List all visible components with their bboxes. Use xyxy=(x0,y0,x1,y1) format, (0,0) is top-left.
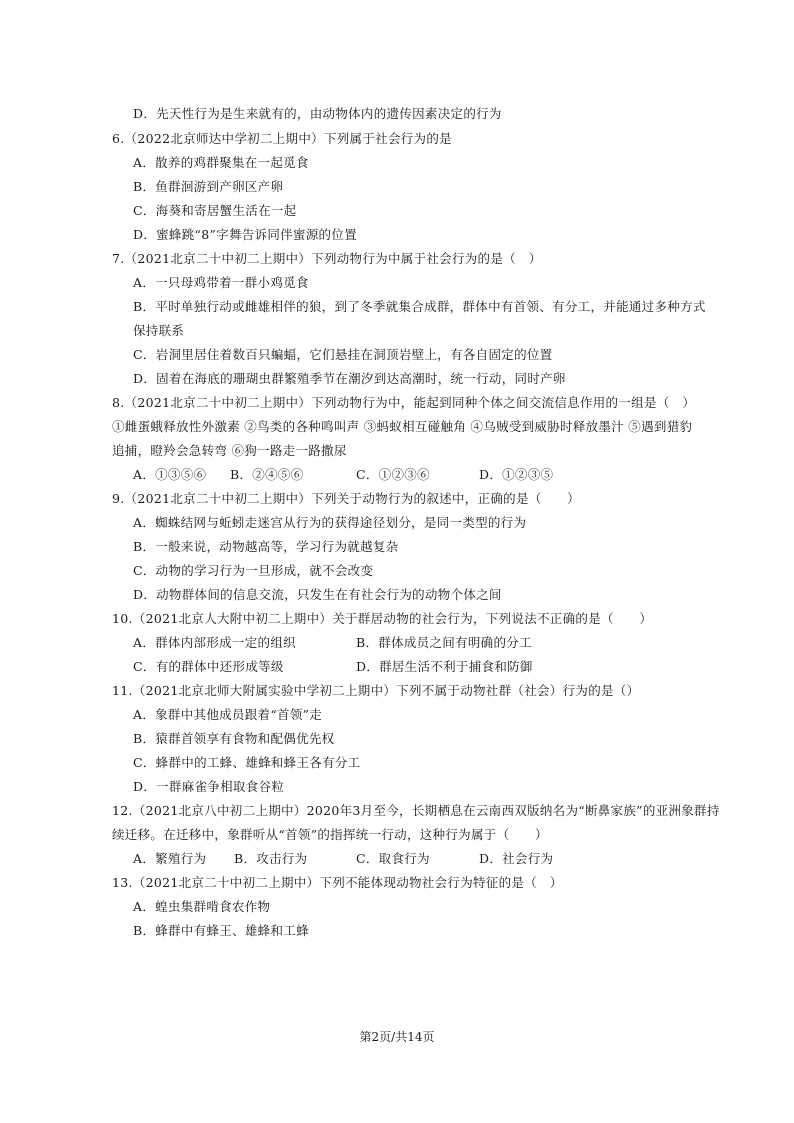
q13-option-b: B．蜂群中有蜂王、雄蜂和工蜂 xyxy=(133,923,309,938)
q12-option-b: B．攻击行为 xyxy=(234,851,308,866)
q12-stem: 12.（2021北京八中初二上期中）2020年3月至今，长期栖息在云南西双版纳名为“断鼻家族”的亚洲象群持 xyxy=(112,803,720,818)
q8-stem: 8.（2021北京二十中初二上期中）下列动物行为中，能起到同种个体之间交流信息作用的一组是（ ） xyxy=(112,395,696,410)
q9-option-b: B．一般来说，动物越高等，学习行为就越复杂 xyxy=(133,539,399,554)
page-footer: 第2页/共14页 xyxy=(359,1030,435,1044)
q12-stem-cont: 续迁移。在迁移中，象群听从“首领”的指挥统一行动，这种行为属于（ ） xyxy=(112,827,548,842)
q7-option-b-cont: 保持联系 xyxy=(133,323,185,338)
q6-option-c: C．海葵和寄居蟹生活在一起 xyxy=(133,203,297,218)
q7-option-a: A．一只母鸡带着一群小鸡觅食 xyxy=(133,275,309,290)
q5-option-d: D．先天性行为是生来就有的，由动物体内的遗传因素决定的行为 xyxy=(133,106,502,121)
q8-option-c: C．①②③⑥ xyxy=(356,467,430,482)
q8-items-cont: 追捕，瞪羚会急转弯 ⑥狗一路走一路撒尿 xyxy=(112,443,347,458)
q11-stem: 11.（2021北京北师大附属实验中学初二上期中）下列不属于动物社群（社会）行为的是（） xyxy=(112,683,640,698)
q13-option-a: A．蝗虫集群啃食农作物 xyxy=(133,899,271,914)
q6-option-a: A．散养的鸡群聚集在一起觅食 xyxy=(133,155,309,170)
q9-option-a: A．蜘蛛结网与蚯蚓走迷宫从行为的获得途径划分，是同一类型的行为 xyxy=(133,515,527,530)
q10-option-b: B．群体成员之间有明确的分工 xyxy=(356,635,532,650)
q7-option-d: D．固着在海底的珊瑚虫群繁殖季节在潮汐到达高潮时，统一行动，同时产卵 xyxy=(133,371,566,386)
q12-option-d: D．社会行为 xyxy=(479,851,554,866)
q7-stem: 7.（2021北京二十中初二上期中）下列动物行为中属于社会行为的是（ ） xyxy=(112,251,542,266)
q8-option-d: D．①②③⑤ xyxy=(479,467,554,482)
q12-option-a: A．繁殖行为 xyxy=(133,851,207,866)
q11-option-d: D．一群麻雀争相取食谷粒 xyxy=(133,779,285,794)
q10-option-a: A．群体内部形成一定的组织 xyxy=(133,635,296,650)
q9-option-d: D．动物群体间的信息交流，只发生在有社会行为的动物个体之间 xyxy=(133,587,502,602)
q12-option-c: C．取食行为 xyxy=(356,851,430,866)
q6-stem: 6.（2022北京师达中学初二上期中）下列属于社会行为的是 xyxy=(112,131,452,146)
q8-option-b: B．②④⑤⑥ xyxy=(230,467,304,482)
q8-option-a: A．①③⑤⑥ xyxy=(133,467,207,482)
q10-option-d: D．群居生活不利于捕食和防御 xyxy=(356,659,533,674)
q9-option-c: C．动物的学习行为一旦形成，就不会改变 xyxy=(133,563,374,578)
q11-option-c: C．蜂群中的工蜂、雄蜂和蜂王各有分工 xyxy=(133,755,361,770)
q8-items: ①雌蛋蛾释放性外激素 ②鸟类的各种鸣叫声 ③蚂蚁相互碰触角 ④乌贼受到威胁时释放墨汁 ⑤遇到猎豹 xyxy=(112,419,693,434)
q11-option-a: A．象群中其他成员跟着“首领”走 xyxy=(133,707,323,722)
q13-stem: 13.（2021北京二十中初二上期中）下列不能体现动物社会行为特征的是（ ） xyxy=(112,875,563,890)
q11-option-b: B．猿群首领享有食物和配偶优先权 xyxy=(133,731,335,746)
q6-option-b: B．鱼群洄游到产卵区产卵 xyxy=(133,179,284,194)
q10-stem: 10.（2021北京人大附中初二上期中）关于群居动物的社会行为，下列说法不正确的是（ ） xyxy=(112,611,653,626)
q9-stem: 9.（2021北京二十中初二上期中）下列关于动物行为的叙述中，正确的是（ ） xyxy=(112,491,580,506)
q10-option-c: C．有的群体中还形成等级 xyxy=(133,659,284,674)
q6-option-d: D．蜜蜂跳“8”字舞告诉同伴蜜源的位置 xyxy=(133,227,357,242)
q7-option-c: C．岩洞里居住着数百只蝙蝠，它们悬挂在洞顶岩壁上，有各自固定的位置 xyxy=(133,347,553,362)
q7-option-b: B．平时单独行动或雌雄相伴的狼，到了冬季就集合成群，群体中有首领、有分工，并能通过多种方式 xyxy=(133,299,706,314)
